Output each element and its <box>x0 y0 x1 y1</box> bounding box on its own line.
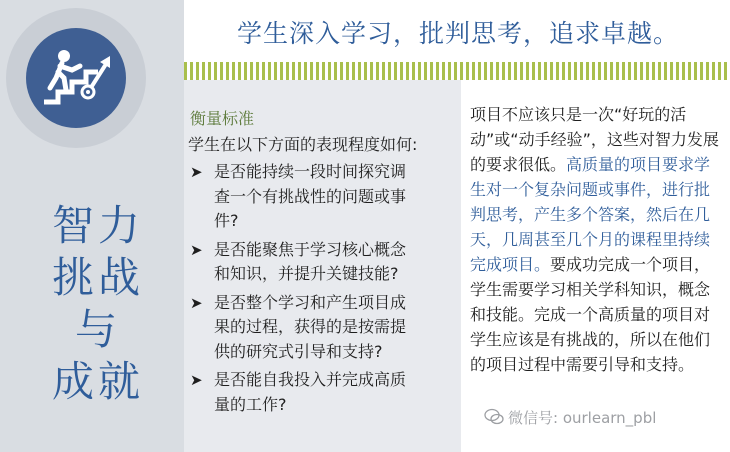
stair-climber-icon <box>26 28 126 128</box>
project-description <box>470 102 720 377</box>
title-line: 与 <box>74 305 121 354</box>
page-title <box>18 200 178 408</box>
criteria-item: ➤ 是否能聚焦于学习核心概念 和知识，并提升关键技能? <box>190 239 407 283</box>
emblem <box>6 8 146 148</box>
stripe-divider <box>184 62 730 80</box>
watermark-text: 微信号: ourlearn_pbl <box>508 408 657 427</box>
criteria-item: ➤ 是否能持续一段时间探究调 查一个有挑战性的问题或事 件? <box>190 162 407 230</box>
criteria-item: ➤ 是否整个学习和产生项目成 果的过程，获得的是按需提 供的研究式引导和支持? <box>190 292 407 361</box>
header-title: 学生深入学习，批判思考，追求卓越。 <box>236 19 679 48</box>
wechat-icon <box>484 408 504 426</box>
left-panel <box>0 0 184 452</box>
arrow-bullet-icon: ➤ <box>190 371 203 389</box>
arrow-bullet-icon: ➤ <box>190 240 203 259</box>
title-line: 挑战 <box>51 253 144 302</box>
description-rest: 要成功完成一个项目，学生需要学习相关学科知识，概念和技能。完成一个高质量的项目对学生应该是有挑战的，所以在他们的项目过程中需要引导和支持。 <box>470 255 711 374</box>
title-line: 成就 <box>51 357 144 406</box>
arrow-bullet-icon: ➤ <box>190 163 203 181</box>
title-line: 智力 <box>51 201 144 250</box>
description-intro: 项目不应该只是一次“好玩的活动”或“动手经验”，这些对智力发展的要求很低。 <box>470 105 719 174</box>
criteria-item: ➤ 是否能自我投入并完成高质 量的工作? <box>190 370 407 414</box>
watermark <box>484 406 724 428</box>
arrow-bullet-icon: ➤ <box>190 293 203 312</box>
criteria-title: 衡量标准 <box>190 109 255 128</box>
criteria-intro: 学生在以下方面的表现程度如何: <box>188 135 418 154</box>
description-highlight: 高质量的项目要求学生对一个复杂问题或事件，进行批判思考，产生多个答案，然后在几天，几周甚至几个月的课程里持续完成项目。 <box>470 155 711 274</box>
criteria-list <box>188 160 460 421</box>
